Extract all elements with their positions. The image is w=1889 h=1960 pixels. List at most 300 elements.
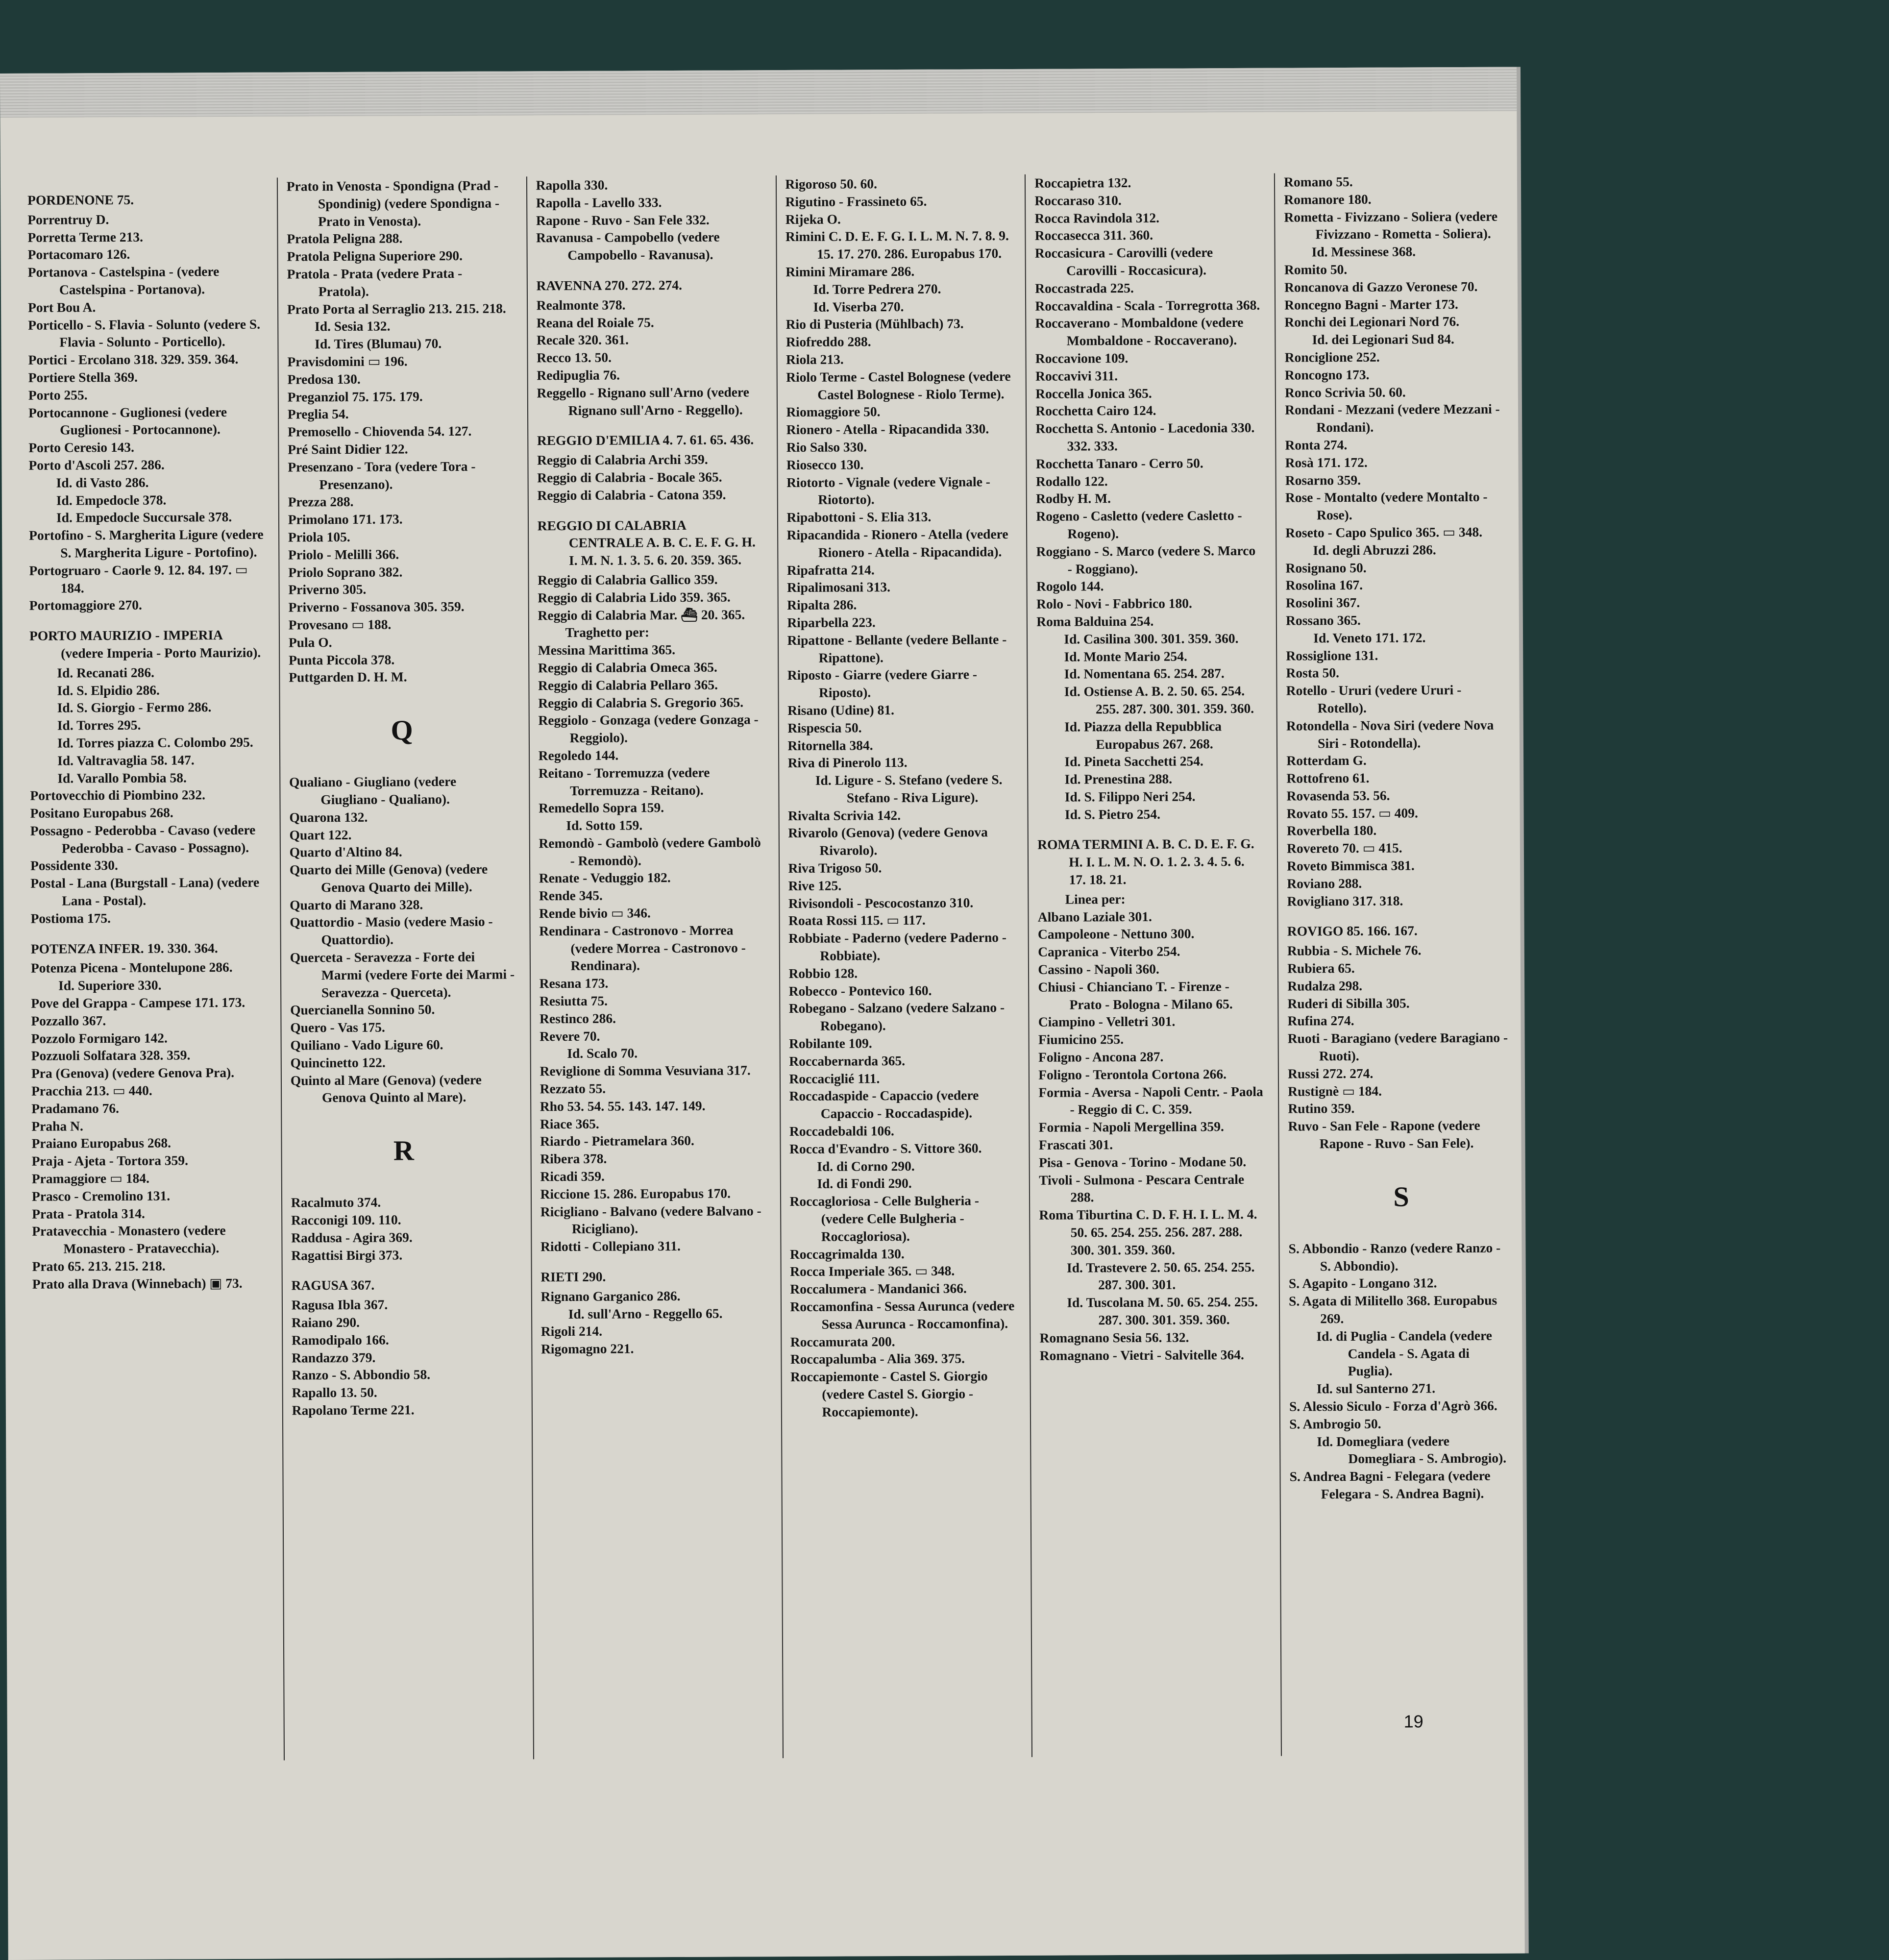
index-subentry: Id. di Vasto 286. [56,474,149,490]
index-entry: Praiano Europabus 268. [31,1135,172,1152]
index-entry: Revere 70. [540,1028,600,1044]
index-entry: Rufina 274. [1287,1013,1354,1029]
index-entry: Portomaggiore 270. [29,597,142,613]
index-entry: Albano Laziale 301. [1037,908,1152,925]
index-entry: Rivisondoli - Pescocostanzo 310. [788,895,974,911]
index-entry: Rotterdam G. [1286,753,1367,768]
index-entry: Ragattisi Birgi 373. [291,1247,403,1263]
index-entry: Chiusi - Chianciano T. - Firenze - Prato - Bologna - Milano 65. [1038,978,1233,1012]
index-entry: Rose - Montalto (vedere Montalto - Rose). [1285,489,1488,523]
index-entry: Priola 105. [288,529,350,545]
index-entry: Rutino 359. [1288,1101,1355,1116]
index-entry: Roncanova di Gazzo Veronese 70. [1284,278,1478,295]
index-subentry: Id. Viserba 270. [813,298,904,315]
index-entry: Ruoti - Baragiano (vedere Baragiano - Ruoti). [1287,1029,1508,1064]
index-entry: Roviano 288. [1287,875,1362,891]
index-entry-major: ROVIGO 85. 166. 167. [1287,923,1418,939]
index-entry: Roncegno Bagni - Marter 173. [1284,296,1458,313]
index-entry: Rendinara - Castronovo - Morrea (vedere Morrea - Castronovo - Rendinara). [539,922,746,974]
index-subentry: Id. S. Pietro 254. [1064,806,1161,822]
index-subentry: Id. Sesia 132. [315,318,391,334]
index-subentry: Id. Sotto 159. [566,817,643,833]
index-entry: Rocca Ravindola 312. [1034,210,1160,226]
index-subentry: Id. Torre Pedrera 270. [813,281,941,297]
index-column-6 [1274,172,1517,1756]
index-entry: Reggio di Calabria Gallico 359. [538,571,718,588]
index-entry: Pratola Peligna 288. [287,230,403,246]
index-subentry: Id. sull'Arno - Reggello 65. [568,1305,723,1322]
index-entry: Portogruaro - Caorle 9. 12. 84. 197. ▭ 184. [29,562,248,596]
index-entry: Reggio di Calabria S. Gregorio 365. [538,694,744,710]
index-entry: Ronciglione 252. [1284,349,1380,365]
index-entry: Primolano 171. 173. [288,511,403,527]
index-entry: Riotorto - Vignale (vedere Vignale - Riotorto). [786,473,990,508]
index-entry: Roccadaspide - Capaccio (vedere Capaccio - Roccadaspide). [789,1087,979,1121]
index-entry: Roccamonfina - Sessa Aurunca (vedere Sessa Aurunca - Roccamonfina). [790,1298,1015,1332]
index-entry: Riardo - Pietramelara 360. [540,1133,694,1149]
index-entry: Roverbella 180. [1286,823,1377,839]
index-entry: Quinto al Mare (Genova) (vedere Genova Quinto al Mare). [290,1072,482,1105]
index-entry: Rio di Pusteria (Mühlbach) 73. [785,316,964,332]
index-subentry: Id. Monte Mario 254. [1064,648,1187,664]
index-entry: Romano 55. [1284,173,1353,190]
index-entry: Roccaraso 310. [1034,192,1122,208]
index-subentry: Id. Scalo 70. [567,1045,638,1061]
index-subentry: Id. Torres piazza C. Colombo 295. [57,734,253,751]
index-entry: Reana del Roiale 75. [536,314,654,330]
index-entry: Rende 345. [539,887,603,904]
index-entry: Puttgarden D. H. M. [289,669,407,685]
index-entry: Quattordio - Masio (vedere Masio - Quattordio). [290,914,493,948]
index-entry: S. Abbondio - Ranzo (vedere Ranzo - S. Abbondio). [1288,1240,1501,1274]
index-entry: Ribera 378. [540,1151,607,1167]
index-entry-major: ROMA TERMINI A. B. C. D. E. F. G. H. I. L. M. N. O. 1. 2. 3. 4. 5. 6. 17. 18. 21. [1037,836,1254,887]
index-entry: Prato in Venosta - Spondigna (Prad - Spondinig) (vedere Spondigna - Prato in Venosta). [286,177,500,229]
index-entry: Roccavione 109. [1035,350,1128,366]
index-column-1 [27,178,270,1762]
index-entry: Querceta - Seravezza - Forte dei Marmi (vedere Forte dei Marmi - Seravezza - Querceta). [290,949,515,1000]
index-entry: Renate - Veduggio 182. [539,870,671,886]
index-entry: Riace 365. [540,1116,599,1131]
index-subentry: Id. dei Legionari Sud 84. [1312,331,1454,347]
index-subentry: Id. Ostiense A. B. 2. 50. 65. 254. 255. 287. 300. 301. 359. 360. [1064,683,1254,717]
index-entry-major: PORDENONE 75. [27,192,134,208]
index-entry: Roccastrada 225. [1035,280,1134,296]
index-subentry: Id. Torres 295. [57,717,141,733]
index-entry: Rocchetta Cairo 124. [1035,403,1156,419]
index-entry: Rigoli 214. [540,1323,603,1339]
index-entry: Rijeka O. [785,211,841,227]
index-entry: Rogolo 144. [1036,578,1104,594]
index-column-4 [775,174,1018,1758]
index-entry: Reggio di Calabria - Catona 359. [537,487,726,503]
index-entry: Prato 65. 213. 215. 218. [32,1258,166,1274]
index-entry: Reggio di Calabria Pellaro 365. [538,677,718,693]
index-entry: Portocannone - Guglionesi (vedere Guglionesi - Portocannone). [28,404,227,438]
index-entry: Pratola - Prata (vedere Prata - Pratola). [287,265,463,299]
index-entry: Resana 173. [539,975,609,991]
index-entry: Prato alla Drava (Winnebach) ▣ 73. [32,1275,243,1292]
index-entry: Ripalta 286. [787,597,857,613]
index-entry: Punta Piccola 378. [288,652,395,667]
book-page [0,67,1525,1960]
index-entry: Potenza Picena - Montelupone 286. [30,959,233,976]
index-entry: Roccagrimalda 130. [789,1246,905,1262]
index-entry: Riosecco 130. [786,457,864,472]
section-letter-heading: R [393,1134,414,1167]
index-entry: Portacomaro 126. [27,246,130,263]
index-entry: Robbiate - Paderno (vedere Paderno - Robbiate). [788,930,1007,963]
index-entry: Priolo - Melilli 366. [288,546,399,563]
index-entry: Recco 13. 50. [537,349,612,366]
index-entry: Riccione 15. 286. Europabus 170. [540,1185,731,1202]
index-entry: Robilante 109. [789,1035,872,1052]
index-entry: Rionero - Atella - Ripacandida 330. [786,421,989,438]
index-entry: Roccalumera - Mandanici 366. [790,1280,967,1297]
index-entry: Foligno - Terontola Cortona 266. [1038,1066,1227,1082]
index-subentry: Id. Veneto 171. 172. [1313,630,1426,646]
index-entry: Rosta 50. [1286,665,1340,681]
index-entry: Prato Porta al Serraglio 213. 215. 218. [287,300,506,317]
index-entry: Rosolina 167. [1285,577,1363,593]
index-entry: Tivoli - Sulmona - Pescara Centrale 288. [1039,1171,1245,1205]
index-entry: Reggio di Calabria - Bocale 365. [537,469,722,486]
index-entry: S. Agapito - Longano 312. [1288,1275,1437,1291]
index-entry: S. Alessio Siculo - Forza d'Agrò 366. [1289,1397,1497,1414]
index-subentry: Id. Empedocle 378. [56,492,167,508]
index-entry: Porto 255. [28,387,88,403]
index-column-3 [526,175,769,1759]
index-entry: Rottofreno 61. [1286,770,1370,786]
index-entry: Porticello - S. Flavia - Solunto (vedere S. Flavia - Solunto - Porticello). [28,316,261,350]
index-entry: Roccaciglié 111. [789,1070,880,1086]
index-entry: Riola 213. [785,351,844,367]
index-entry: Ranzo - S. Abbondio 58. [292,1367,431,1383]
index-entry: Prata - Pratola 314. [32,1205,145,1222]
index-entry: Racconigi 109. 110. [291,1212,401,1228]
index-entry: Raddusa - Agira 369. [291,1229,413,1246]
index-subentry: Id. sul Santerno 271. [1316,1380,1436,1396]
index-entry: Roma Tiburtina C. D. F. H. I. L. M. 4. 50. 65. 254. 255. 256. 287. 288. 300. 301. 359. 360. [1039,1206,1257,1258]
index-entry: Rosarno 359. [1285,472,1361,488]
index-entry: Ronco Scrivia 50. 60. [1284,384,1406,400]
index-entry: Port Bou A. [28,299,96,315]
index-subentry: Id. Recanati 286. [57,664,155,681]
index-entry-major: RAGUSA 367. [291,1277,375,1293]
index-entry: Provesano ▭ 188. [288,616,392,633]
index-entry: Frascati 301. [1038,1137,1113,1152]
index-entry: Rolo - Novi - Fabbrico 180. [1036,595,1192,612]
index-entry: Formia - Napoli Mergellina 359. [1038,1119,1224,1135]
index-entry: Cassino - Napoli 360. [1038,961,1159,977]
index-entry: Remondò - Gambolò (vedere Gambolò - Remondò). [539,834,761,868]
index-entry: Ricadi 359. [540,1168,605,1184]
index-entry: Roseto - Capo Spulico 365. ▭ 348. [1285,524,1483,540]
index-entry: Roccasecca 311. 360. [1034,227,1153,244]
index-entry: Ripattone - Bellante (vedere Bellante - Ripattone). [787,631,1007,665]
index-entry: Pradamano 76. [31,1100,120,1116]
index-entry: Reggio di Calabria Archi 359. [537,451,708,468]
index-entry-major: REGGIO D'EMILIA 4. 7. 61. 65. 436. [537,432,754,448]
index-entry: Ronchi dei Legionari Nord 76. [1284,314,1460,330]
index-entry: Pozzallo 367. [31,1012,106,1029]
index-entry: Roveto Bimmisca 381. [1287,858,1415,874]
index-subentry: Id. Trastevere 2. 50. 65. 254. 255. 287. 300. 301. [1066,1259,1255,1293]
index-entry: Remedello Sopra 159. [539,800,664,816]
index-subentry: Id. di Corno 290. [817,1158,915,1174]
index-entry: Reggello - Rignano sull'Arno (vedere Rignano sull'Arno - Reggello). [537,384,749,418]
index-entry: Positano Europabus 268. [30,805,173,821]
index-entry: Presenzano - Tora (vedere Tora - Presenzano). [288,458,476,492]
index-entry: Risano (Udine) 81. [787,702,894,718]
index-entry: Roccella Jonica 365. [1035,385,1152,401]
index-entry: Postal - Lana (Burgstall - Lana) (vedere Lana - Postal). [30,874,260,908]
index-entry: Ronta 274. [1285,437,1348,453]
index-entry: Preganziol 75. 175. 179. [287,388,423,405]
index-entry: Rubiera 65. [1287,960,1355,976]
index-entry: Reggio di Calabria Omeca 365. [538,659,717,676]
index-entry: Pove del Grappa - Campese 171. 173. [31,994,245,1011]
index-entry: Quiliano - Vado Ligure 60. [290,1037,443,1053]
index-entry: Rapolla - Lavello 333. [536,194,662,211]
index-entry: Possidente 330. [30,858,118,874]
index-entry: Roccapietra 132. [1034,174,1131,191]
index-entry: Ciampino - Velletri 301. [1038,1014,1176,1030]
index-entry: Ruvo - San Fele - Rapone (vedere Rapone - Ruvo - San Fele). [1288,1118,1480,1152]
index-entry: Rovigliano 317. 318. [1287,893,1403,909]
index-entry: Rive 125. [788,878,842,893]
index-entry: Roccabernarda 365. [789,1053,906,1069]
index-entry: Portovecchio di Piombino 232. [30,787,205,804]
index-subentry: Id. Tuscolana M. 50. 65. 254. 255. 287. 300. 301. 359. 360. [1067,1294,1258,1328]
section-letter-heading: S [1393,1180,1409,1213]
index-entry: Rotondella - Nova Siri (vedere Nova Siri - Rotondella). [1286,717,1494,751]
index-entry: Romagnano - Vietri - Salvitelle 364. [1039,1347,1244,1363]
index-entry: Resiutta 75. [539,993,608,1009]
index-entry: Rovasenda 53. 56. [1286,787,1390,804]
index-subentry: Id. Pineta Sacchetti 254. [1064,753,1203,769]
index-entry: Recale 320. 361. [536,332,629,348]
index-column-5 [1025,173,1267,1757]
index-entry: Riomaggiore 50. [786,404,881,420]
index-subentry: Id. Casilina 300. 301. 359. 360. [1064,630,1239,647]
index-entry: Reggio di Calabria Lido 359. 365. [538,589,731,605]
index-entry: Riolo Terme - Castel Bolognese (vedere Castel Bolognese - Riolo Terme). [786,368,1011,402]
index-subentry: Id. S. Elpidio 286. [57,682,160,698]
index-entry: Robecco - Pontevico 160. [788,982,932,999]
index-entry: Riposto - Giarre (vedere Giarre - Riposto). [787,666,978,700]
index-entry: Rogeno - Casletto (vedere Casletto - Rogeno). [1036,508,1242,541]
index-entry: Rignano Garganico 286. [540,1288,681,1304]
index-entry: Porto d'Ascoli 257. 286. [28,457,165,473]
index-entry: Reggiolo - Gonzaga (vedere Gonzaga - Reggiolo). [538,711,759,746]
index-entry: Ripalimosani 313. [787,579,891,595]
index-entry: Rodallo 122. [1035,473,1108,489]
index-entry: Roma Balduina 254. [1036,613,1154,629]
index-entry: Pratola Peligna Superiore 290. [287,248,463,264]
index-entry: Priverno 305. [288,582,367,597]
index-entry: Rovato 55. 157. ▭ 409. [1286,805,1418,821]
index-entry: Quarona 132. [289,809,368,825]
index-entry: Possagno - Pederobba - Cavaso (vedere Pederobba - Cavaso - Possagno). [30,822,256,856]
index-entry: Porrentruy D. [27,211,109,227]
index-entry: Pravisdomini ▭ 196. [287,353,408,369]
index-entry: Roccadebaldi 106. [789,1123,894,1139]
index-subentry: Id. di Puglia - Candela (vedere Candela - S. Agata di Puglia). [1316,1327,1493,1379]
index-entry: Quercianella Sonnino 50. [290,1002,435,1018]
index-entry-major: REGGIO DI CALABRIA CENTRALE A. B. C. E. F. G. H. I. M. N. 1. 3. 5. 6. 20. 359. 365. [537,517,756,568]
index-entry: Roccapiemonte - Castel S. Giorgio (vedere Castel S. Giorgio - Roccapiemonte). [790,1368,988,1420]
index-entry: Portiere Stella 369. [28,369,138,385]
index-entry: Pozzolo Formigaro 142. [31,1030,168,1046]
index-entry: Raiano 290. [291,1314,360,1330]
index-entry: Rometta - Fivizzano - Soliera (vedere Fivizzano - Rometta - Soliera). [1284,208,1498,242]
index-entry: Rapone - Ruvo - San Fele 332. [536,212,710,228]
index-entry: Quarto dei Mille (Genova) (vedere Genova Quarto dei Mille). [289,861,488,895]
index-subentry: Id. Domegliara (vedere Domegliara - S. Ambrogio). [1317,1433,1507,1467]
index-subentry: Id. Tires (Blumau) 70. [315,336,442,352]
index-entry: Roggiano - S. Marco (vedere S. Marco - Roggiano). [1036,542,1256,577]
index-entry: Regoledo 144. [538,747,619,763]
index-subentry: Linea per: [1065,891,1126,907]
index-subentry: Id. di Fondi 290. [817,1176,912,1192]
index-entry: Ripacandida - Rionero - Atella (vedere Rionero - Atella - Ripacandida). [786,526,1008,560]
index-entry: Campoleone - Nettuno 300. [1037,926,1195,942]
index-entry: Rosignano 50. [1285,560,1367,576]
index-columns [27,172,1517,1762]
index-entry: Ravanusa - Campobello (vedere Campobello - Ravanusa). [536,229,720,263]
index-entry: Portofino - S. Margherita Ligure (vedere S. Margherita Ligure - Portofino). [29,526,264,561]
index-entry-major: RAVENNA 270. 272. 274. [536,277,683,294]
index-entry: Qualiano - Giugliano (vedere Giugliano - Qualiano). [289,774,457,808]
index-entry: Rapallo 13. 50. [292,1384,377,1400]
index-entry: Roccavivi 311. [1035,368,1118,384]
index-entry: Riofreddo 288. [785,334,871,350]
index-entry: Rocchetta Tanaro - Cerro 50. [1035,455,1203,471]
index-entry: Ridotti - Collepiano 311. [540,1238,681,1254]
index-entry: Prezza 288. [288,494,354,510]
index-entry: Rapolano Terme 221. [292,1402,415,1418]
index-subentry: Id. Varallo Pombia 58. [57,769,187,786]
index-entry: Foligno - Ancona 287. [1038,1049,1164,1065]
index-entry: Rocca d'Evandro - S. Vittore 360. [789,1140,982,1156]
index-entry: Portici - Ercolano 318. 329. 359. 364. [28,351,239,368]
index-entry: Ripafratta 214. [786,562,875,578]
index-entry: Randazzo 379. [292,1349,376,1366]
page-stack-edge [0,67,1517,118]
index-entry: Romanore 180. [1284,191,1372,207]
index-entry: Roccaverano - Mombaldone (vedere Mombaldone - Roccaverano). [1035,315,1244,348]
index-subentry: Traghetto per: [565,624,650,640]
index-subentry: Id. Nomentana 65. 254. 287. [1064,665,1225,682]
index-entry: Russi 272. 274. [1288,1065,1374,1081]
index-entry: Roccasicura - Carovilli (vedere Carovilli - Roccasicura). [1034,245,1213,278]
index-entry: Quero - Vas 175. [290,1019,385,1035]
index-entry: Rovereto 70. ▭ 415. [1287,840,1402,856]
index-entry: Capranica - Viterbo 254. [1038,943,1180,960]
index-entry: Reggio di Calabria Mar. ⛴ 20. 365. [538,606,745,623]
index-subentry: Id. Messinese 368. [1311,244,1416,260]
index-entry: Quarto d'Altino 84. [289,844,402,860]
index-entry: S. Andrea Bagni - Felegara (vedere Felegara - S. Andrea Bagni). [1289,1468,1491,1502]
index-entry: Pré Saint Didier 122. [288,441,408,457]
index-entry: Rubbia - S. Michele 76. [1287,942,1422,958]
index-entry: Romagnano Sesia 56. 132. [1039,1329,1189,1346]
index-entry: Quincinetto 122. [290,1054,386,1071]
index-entry: Roncogno 173. [1284,367,1370,383]
index-entry: Porto Ceresio 143. [28,439,135,455]
index-subentry: Id. Ligure - S. Stefano (vedere S. Stefano - Riva Ligure). [815,772,1003,806]
index-entry: Rossiglione 131. [1286,647,1378,663]
index-entry: Rimini Miramare 286. [785,263,915,279]
index-entry: Rigutino - Frassineto 65. [785,193,927,209]
index-entry: Pozzuoli Solfatara 328. 359. [31,1047,191,1064]
index-entry: Premosello - Chiovenda 54. 127. [287,423,472,440]
index-entry: Praha N. [31,1118,83,1134]
index-entry: Ragusa Ibla 367. [291,1297,388,1313]
index-entry: Rapolla 330. [536,177,608,193]
index-entry: Formia - Aversa - Napoli Centr. - Paola - Reggio di C. C. 359. [1038,1083,1263,1117]
index-subentry: Id. degli Abruzzi 286. [1313,541,1436,558]
index-entry: Pratavecchia - Monastero (vedere Monastero - Pratavecchia). [32,1223,226,1256]
index-entry: Pra (Genova) (vedere Genova Pra). [31,1065,235,1081]
index-subentry: Id. Valtravaglia 58. 147. [57,752,195,768]
index-entry: Redipuglia 76. [537,367,620,383]
index-entry: Rivalta Scrivia 142. [788,807,901,823]
index-entry: Quart 122. [289,827,352,842]
index-entry: Fiumicino 255. [1038,1031,1124,1048]
index-entry: Roccavaldina - Scala - Torregrotta 368. [1035,297,1260,314]
index-entry: S. Ambrogio 50. [1289,1416,1381,1432]
index-subentry: Id. Piazza della Repubblica Europabus 267. 268. [1064,718,1222,752]
index-entry: Ripabottoni - S. Elia 313. [786,509,932,525]
index-subentry: Id. Empedocle Succursale 378. [56,509,232,525]
index-entry: Porretta Terme 213. [27,229,143,245]
index-entry: Rimini C. D. E. F. G. I. L. M. N. 7. 8. 9. 15. 17. 270. 286. Europabus 170. [785,228,1009,262]
index-entry: Rende bivio ▭ 346. [539,905,651,921]
index-entry: Priverno - Fossanova 305. 359. [288,599,465,615]
index-entry: Roccamurata 200. [790,1333,895,1349]
index-entry: Rho 53. 54. 55. 143. 147. 149. [540,1098,706,1114]
index-subentry: Id. S. Giorgio - Fermo 286. [57,699,212,715]
index-entry: Pula O. [288,634,332,650]
index-entry: Preglia 54. [287,406,349,422]
index-entry: Ricigliano - Balvano (vedere Balvano - Ricigliano). [540,1202,761,1237]
index-entry: Reitano - Torremuzza (vedere Torremuzza - Reitano). [538,764,710,798]
index-entry-major: POTENZA INFER. 19. 330. 364. [30,940,218,956]
index-entry: Pisa - Genova - Torino - Modane 50. [1038,1153,1247,1170]
index-entry: Prasco - Cremolino 131. [31,1188,171,1204]
index-entry: Pracchia 213. ▭ 440. [31,1082,152,1099]
index-entry: Reviglione di Somma Vesuviana 317. [540,1062,751,1079]
index-entry: Roccagloriosa - Celle Bulgheria - (vedere Celle Bulgheria - Roccagloriosa). [789,1193,980,1244]
index-entry: Restinco 286. [540,1010,616,1027]
index-entry: Racalmuto 374. [291,1194,381,1210]
index-entry: Rosolini 367. [1285,595,1360,611]
index-entry: Rondani - Mezzani (vedere Mezzani - Rondani). [1285,401,1500,435]
index-entry: Rocca Imperiale 365. ▭ 348. [790,1263,955,1279]
index-entry: Rocchetta S. Antonio - Lacedonia 330. 332. 333. [1035,419,1255,454]
index-entry: Predosa 130. [287,371,361,387]
index-entry: Messina Marittima 365. [538,642,676,658]
index-subentry: Id. Prenestina 288. [1064,771,1173,787]
index-entry: Romito 50. [1284,261,1348,277]
page-number: 19 [1403,1711,1423,1732]
index-entry-major: RIETI 290. [540,1269,606,1285]
index-entry: Robbio 128. [788,965,858,981]
index-entry: Riva Trigoso 50. [788,860,882,876]
index-entry: Rodby H. M. [1036,490,1111,507]
